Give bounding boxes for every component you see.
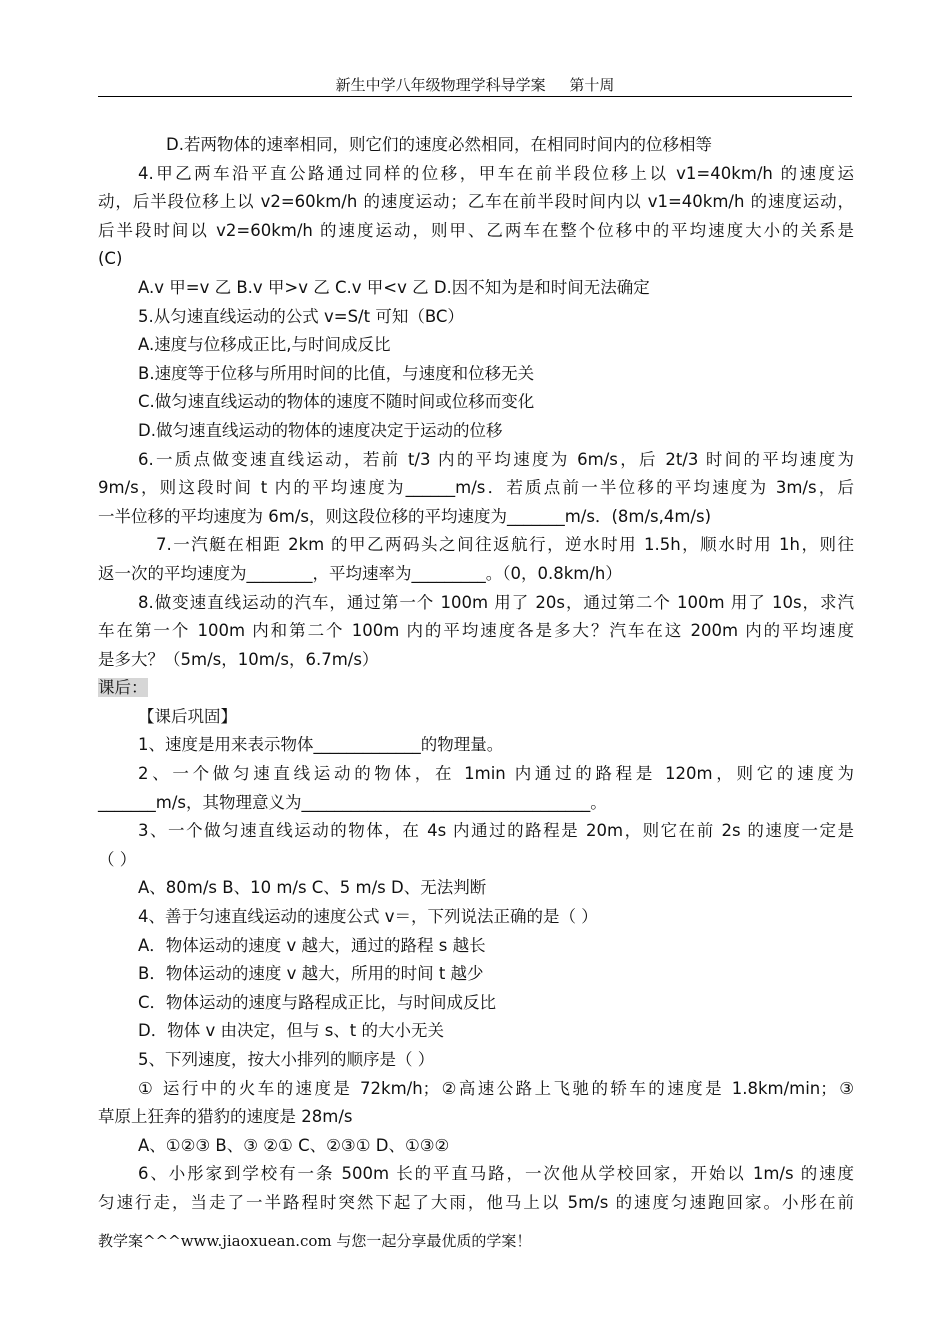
document-body [98, 131, 854, 1218]
text-line: 9m/s，则这段时间 t 内的平均速度为______m/s．若质点前一半位移的平均速度为 3m/s，后 [98, 478, 854, 498]
text-line: B．物体运动的速度 v 越大，所用的时间 t 越少 [138, 964, 484, 984]
header-title: 新生中学八年级物理学科导学案 [335, 76, 546, 94]
text-line: A、①②③ B、③ ②① C、②③① D、①③② [138, 1135, 450, 1155]
text-line: 返一次的平均速度为________，平均速率为_________。（0，0.8km/h） [98, 563, 622, 583]
text-line: A、80m/s B、10 m/s C、5 m/s D、无法判断 [138, 878, 487, 898]
text-line: 是多大？（5m/s，10m/s，6.7m/s） [98, 649, 379, 669]
text-line: C.做匀速直线运动的物体的速度不随时间或位移而变化 [138, 392, 535, 412]
text-line: 动，后半段位移上以 v2=60km/h 的速度运动；乙车在前半段时间内以 v1=40km/h 的速度运动， [98, 192, 854, 212]
text-line: D.若两物体的速率相同，则它们的速度必然相同，在相同时间内的位移相等 [166, 135, 712, 154]
text-line: 2、一个做匀速直线运动的物体，在 1min 内通过的路程是 120m，则它的速度为 [138, 764, 854, 784]
text-line: 5、下列速度，按大小排列的顺序是（ ） [138, 1050, 435, 1069]
text-line: 1、速度是用来表示物体_____________的物理量。 [138, 735, 504, 755]
text-line: _______m/s，其物理意义为___________________________________。 [98, 792, 607, 812]
page-footer: 教学案^^^www.jiaoxuean.com 与您一起分享最优质的学案！ [98, 1232, 532, 1250]
text-line: 车在第一个 100m 内和第二个 100m 内的平均速度各是多大？汽车在这 200m 内的平均速度 [98, 621, 854, 641]
text-line: （ ） [98, 849, 137, 869]
text-line: D．物体 v 由决定，但与 s、t 的大小无关 [138, 1021, 445, 1041]
section-label: 课后： [98, 678, 148, 698]
text-line: 4、善于匀速直线运动的速度公式 v＝，下列说法正确的是（ ） [138, 907, 598, 927]
text-line: 草原上狂奔的猎豹的速度是 28m/s [98, 1107, 353, 1127]
text-line: 6、小彤家到学校有一条 500m 长的平直马路，一次他从学校回家，开始以 1m/s 的速度 [138, 1164, 854, 1184]
text-line: B.速度等于位移与所用时间的比值，与速度和位移无关 [138, 363, 535, 383]
text-line: 5.从匀速直线运动的公式 v=S/t 可知（BC） [138, 306, 464, 326]
text-line: 后半段时间以 v2=60km/h 的速度运动，则甲、乙两车在整个位移中的平均速度大小的关系是 [98, 220, 854, 240]
text-line: C．物体运动的速度与路程成正比，与时间成反比 [138, 992, 497, 1012]
text-line: D.做匀速直线运动的物体的速度决定于运动的位移 [138, 420, 503, 440]
text-line: A.速度与位移成正比,与时间成反比 [138, 335, 391, 355]
text-line: 3、一个做匀速直线运动的物体，在 4s 内通过的路程是 20m，则它在前 2s 的速度一定是 [138, 821, 854, 841]
text-line: 【课后巩固】 [138, 706, 237, 726]
text-line: ① 运行中的火车的速度是 72km/h；②高速公路上飞驰的轿车的速度是 1.8km/min；③ [138, 1078, 854, 1098]
text-line [98, 674, 854, 703]
page-header [98, 74, 852, 95]
text-line: 7.一汽艇在相距 2km 的甲乙两码头之间往返航行，逆水时用 1.5h，顺水时用 1h，则往 [156, 535, 854, 555]
text-line: 匀速行走，当走了一半路程时突然下起了大雨，他马上以 5m/s 的速度匀速跑回家。小彤在前 [98, 1192, 854, 1212]
text-line: (C) [98, 249, 123, 269]
text-line: A．物体运动的速度 v 越大，通过的路程 s 越长 [138, 935, 486, 955]
text-line: 6.一质点做变速直线运动，若前 t/3 内的平均速度为 6m/s，后 2t/3 时间的平均速度为 [138, 449, 854, 469]
text-line: A.v 甲=v 乙 B.v 甲>v 乙 C.v 甲<v 乙 D.因不知为是和时间无法确定 [138, 277, 650, 297]
text-line: 一半位移的平均速度为 6m/s，则这段位移的平均速度为_______m/s．(8m/s,4m/s) [98, 506, 712, 526]
header-divider [98, 96, 852, 97]
header-week: 第十周 [569, 76, 615, 94]
text-line: 8.做变速直线运动的汽车，通过第一个 100m 用了 20s，通过第二个 100m 用了 10s，求汽 [138, 592, 854, 612]
text-line: 4.甲乙两车沿平直公路通过同样的位移，甲车在前半段位移上以 v1=40km/h 的速度运 [138, 163, 854, 183]
